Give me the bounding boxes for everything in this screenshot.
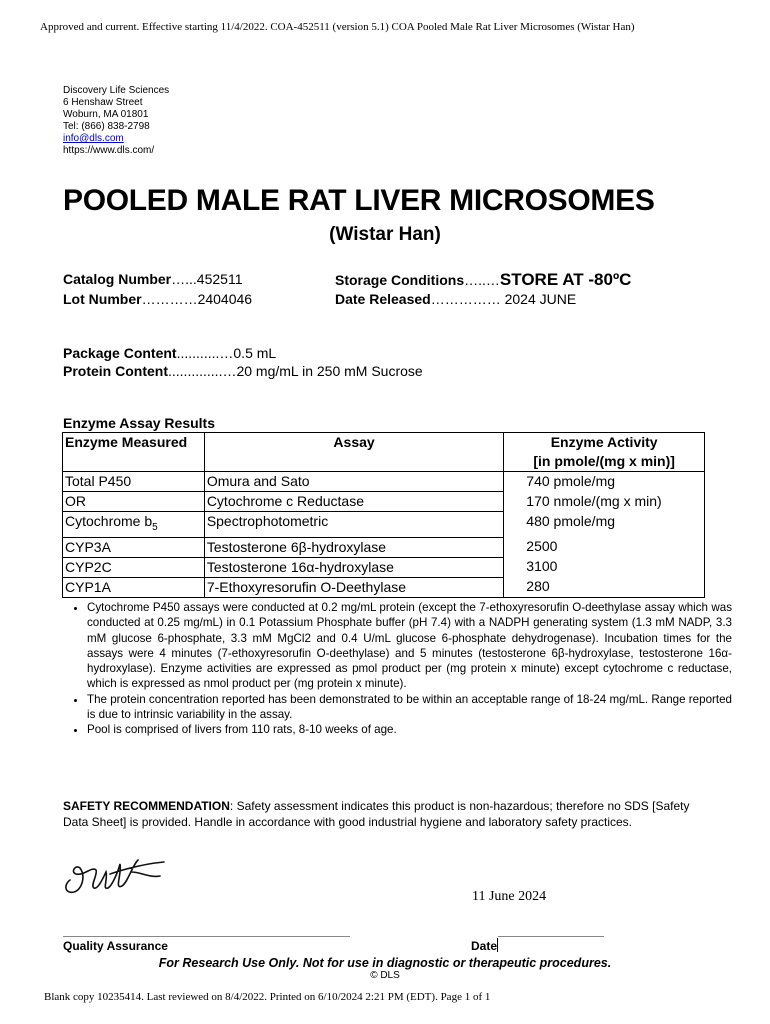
catalog-dots: …... xyxy=(171,271,197,287)
enzyme-cell: CYP2C xyxy=(63,557,205,577)
released-dots: …………… xyxy=(430,291,501,307)
lot-label: Lot Number xyxy=(63,291,142,307)
activity-cell: 170 nmole/(mg x min) xyxy=(504,492,705,512)
assay-cell: Cytochrome c Reductase xyxy=(204,492,503,512)
document-title: POOLED MALE RAT LIVER MICROSOMES xyxy=(63,184,655,217)
signature-image xyxy=(62,850,172,902)
protein-content xyxy=(63,363,423,379)
date-released xyxy=(335,291,576,307)
package-content xyxy=(63,345,276,361)
package-label: Package Content xyxy=(63,345,177,361)
phone-number: Tel: (866) 838-2798 xyxy=(63,121,150,132)
list-item: • Cytochrome P450 assays were conducted at 0.2 mg/mL protein (except the 7-ethoxyresorufin O-deethylase assay which was conducted at 0.25 mg/mL) in 0.1 Potassium Phosphate buffer (pH 7.4) with a NADPH generating system (1.3 mM NADP, 3.3 mM glucose 6-phosphate, 3.3 mM MgCl2 and 0.4 U/mL glucose 6-phosphate dehydrogenase). Incubation times for the assays were 4 minutes (7-ethoxyresorufin O-deethylase) and 5 minutes (testosterone 6β-hydroxylase, testosterone 16α-hydroxylase). Enzyme activities are expressed as pmol product per (mg protein x minute) except cytochrome c reductase, which is expressed as nmol product per (mg protein x minute). xyxy=(87,600,732,692)
package-value: 0.5 mL xyxy=(233,345,277,361)
enzyme-assay-table xyxy=(62,432,705,598)
catalog-value: 452511 xyxy=(196,271,243,287)
enzyme-subscript: 5 xyxy=(152,521,158,533)
activity-cell: 3100 xyxy=(504,557,705,577)
table-row xyxy=(63,492,705,512)
safety-text: : Safety assessment indicates this product is non-hazardous; therefore no SDS [Safety Data Sheet] is provided. Handle in accordance with good industrial hygiene and laboratory safety practices. xyxy=(63,799,690,829)
text-cursor xyxy=(497,938,498,952)
protein-value: 20 mg/mL in 250 mM Sucrose xyxy=(236,363,423,379)
street-address: 6 Henshaw Street xyxy=(63,97,143,108)
assay-section-title: Enzyme Assay Results xyxy=(63,415,215,431)
activity-cell: 480 pmole/mg xyxy=(504,512,705,538)
header-activity-unit: [in pmole/(mg x min)] xyxy=(504,452,705,472)
storage-dots: …..… xyxy=(464,272,500,288)
table-row xyxy=(63,577,705,597)
assay-notes-list xyxy=(63,600,732,738)
catalog-label: Catalog Number xyxy=(63,271,172,287)
header-assay: Assay xyxy=(204,433,503,453)
website-link[interactable]: https://www.dls.com/ xyxy=(63,145,155,156)
list-item: • The protein concentration reported has been demonstrated to be within an acceptable range of 18-24 mg/mL. Range reported is due to intrinsic variability in the assay. xyxy=(87,692,732,723)
document-subtitle: (Wistar Han) xyxy=(329,224,441,245)
city-address: Woburn, MA 01801 xyxy=(63,109,149,120)
lot-number xyxy=(63,291,252,307)
package-dots: ...........… xyxy=(176,345,234,361)
research-use-notice: For Research Use Only. Not for use in diagnostic or therapeutic procedures. xyxy=(158,956,612,970)
company-name: Discovery Life Sciences xyxy=(63,85,170,96)
enzyme-cell xyxy=(63,512,205,538)
protein-dots: ..............… xyxy=(168,363,237,379)
table-row xyxy=(63,472,705,492)
enzyme-cell: CYP1A xyxy=(63,577,205,597)
safety-recommendation xyxy=(63,798,713,830)
enzyme-cell: OR xyxy=(63,492,205,512)
assay-cell: Testosterone 6β-hydroxylase xyxy=(204,537,503,557)
activity-cell: 280 xyxy=(504,577,705,597)
email-link[interactable]: info@dls.com xyxy=(63,133,124,144)
date-signature-line xyxy=(498,936,604,937)
protein-label: Protein Content xyxy=(63,363,168,379)
storage-conditions xyxy=(335,270,631,290)
quality-assurance-label: Quality Assurance xyxy=(63,939,168,953)
qa-signature-line xyxy=(63,936,350,937)
activity-cell: 2500 xyxy=(504,537,705,557)
enzyme-name: Cytochrome b xyxy=(65,513,153,529)
assay-cell: Testosterone 16α-hydroxylase xyxy=(204,557,503,577)
company-address xyxy=(63,85,169,157)
list-item: • Pool is comprised of livers from 110 rats, 8-10 weeks of age. xyxy=(87,722,732,737)
page-footer: Blank copy 10235414. Last reviewed on 8/4/2022. Printed on 6/10/2024 2:21 PM (EDT). Page 1 of 1 xyxy=(44,991,491,1003)
storage-value: STORE AT -80ºC xyxy=(499,270,632,289)
safety-label: SAFETY RECOMMENDATION xyxy=(63,799,230,813)
table-row xyxy=(63,557,705,577)
lot-value: 2404046 xyxy=(197,291,253,307)
approval-banner: Approved and current. Effective starting 11/4/2022. COA-452511 (version 5.1) COA Pooled Male Rat Liver Microsomes (Wistar Han) xyxy=(40,21,635,33)
activity-cell: 740 pmole/mg xyxy=(504,472,705,492)
released-label: Date Released xyxy=(335,291,431,307)
lot-dots: ………… xyxy=(141,291,198,307)
storage-label: Storage Conditions xyxy=(335,272,465,288)
assay-cell: Omura and Sato xyxy=(204,472,503,492)
signature-date: 11 June 2024 xyxy=(472,889,547,904)
catalog-number xyxy=(63,271,242,287)
table-row xyxy=(63,512,705,538)
enzyme-cell: CYP3A xyxy=(63,537,205,557)
header-enzyme-activity: Enzyme Activity xyxy=(504,433,705,453)
table-row xyxy=(63,537,705,557)
header-enzyme-measured: Enzyme Measured xyxy=(63,433,205,453)
assay-cell: 7-Ethoxyresorufin O-Deethylase xyxy=(204,577,503,597)
date-label: Date xyxy=(471,939,498,953)
assay-cell: Spectrophotometric xyxy=(204,512,503,538)
enzyme-cell: Total P450 xyxy=(63,472,205,492)
released-value: 2024 JUNE xyxy=(500,291,577,307)
copyright-notice: © DLS xyxy=(370,970,400,981)
